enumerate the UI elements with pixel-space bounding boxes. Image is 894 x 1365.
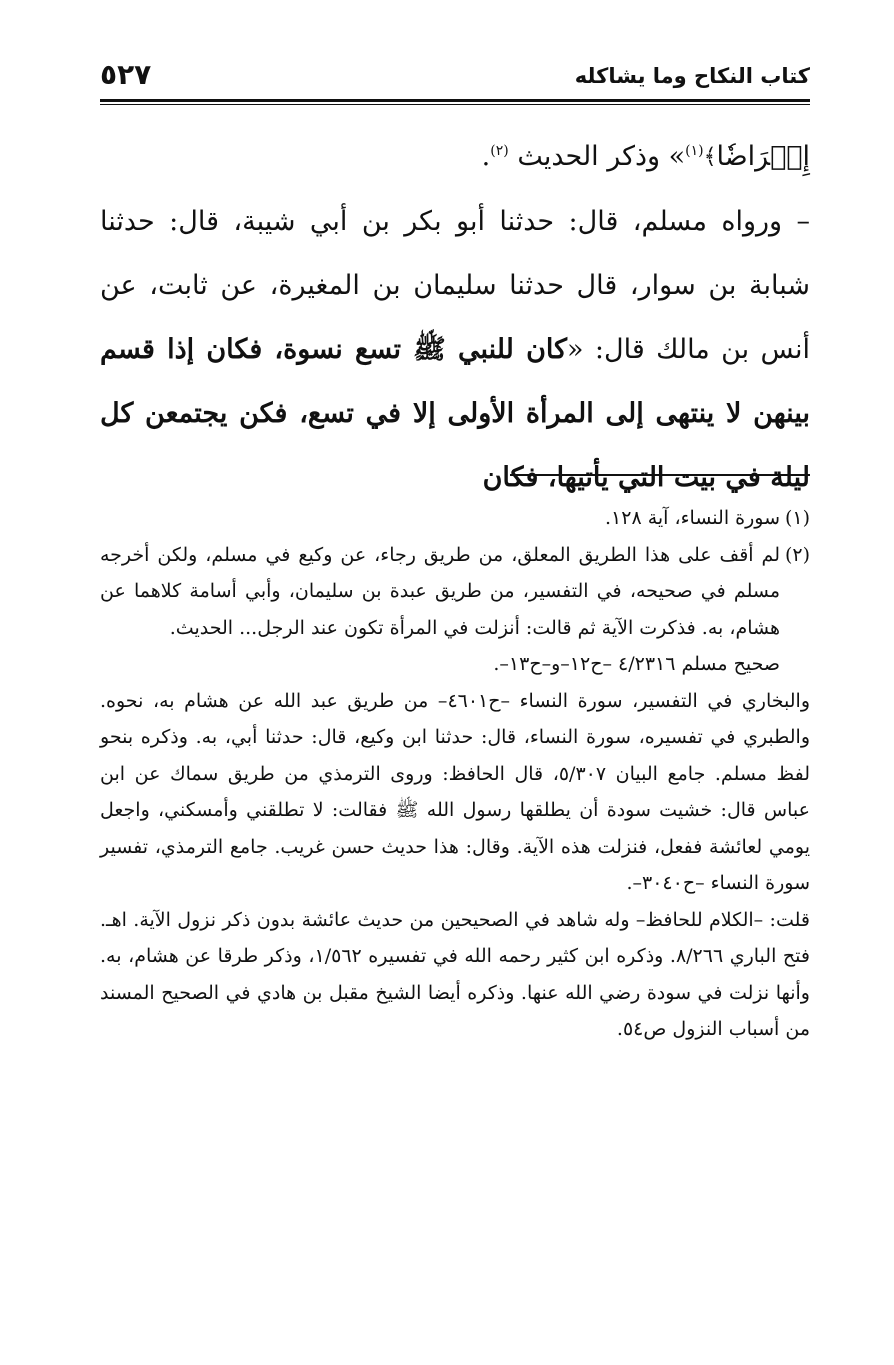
footnote-number: (٢) — [784, 543, 810, 566]
hadith-matn: كان للنبي ﷺ تسع نسوة، فكان إذا قسم بينهن لا ينتهى إلى المرأة الأولى إلا في تسع، فكن يجتمعن كل ليلة في بيت التي يأتيها، فكان — [100, 333, 810, 493]
page-number: ٥٢٧ — [100, 58, 152, 91]
footnote-2 — [100, 537, 810, 683]
footnote-1 — [100, 500, 810, 537]
paragraph-hadith — [100, 190, 810, 510]
header-rule-thin — [100, 104, 810, 105]
paragraph-end: . — [481, 141, 491, 172]
footnote-paragraph: والبخاري في التفسير، سورة النساء –ح٤٦٠١– من طريق عبد الله عن هشام به، نحوه. والطبري في تفسيره، سورة النساء، قال: حدثنا ابن وكيع، قال: حدثنا أبي، به. وذكره بنحو لفظ مسلم. جامع البيان ٥/٣٠٧، قال الحافظ: وروى الترمذي من طريق سماك عن ابن عباس قال: خشيت سودة أن يطلقها رسول الله ﷺ فقالت: لا تطلقني وأمسكني، واجعل يومي لعائشة ففعل، فنزلت هذه الآية. وقال: هذا حديث حسن غريب. جامع الترمذي، تفسير سورة النساء –ح٣٠٤٠–. — [100, 689, 810, 894]
footnote-text: لم أقف على هذا الطريق المعلق، من طريق رجاء، عن وكيع في مسلم، ولكن أخرجه مسلم في صحيحه، في التفسير، من طريق عبدة بن سليمان، وأبي أسامة كلاهما عن هشام، به. فذكرت الآية ثم قالت: أنزلت في المرأة تكون عند الرجل... الحديث. — [100, 543, 780, 639]
footnote-citation: صحيح مسلم ٤/٢٣١٦ –ح١٢–و–ح١٣–. — [493, 653, 780, 675]
footnotes — [100, 500, 810, 1048]
main-text — [100, 125, 810, 510]
page-header — [100, 58, 810, 98]
footnote-body — [100, 537, 780, 683]
footnote-paragraph: قلت: –الكلام للحافظ– وله شاهد في الصحيحين من حديث عائشة بدون ذكر نزول الآية. اهـ. فتح الباري ٨/٢٦٦. وذكره ابن كثير رحمه الله في تفسيره ١/٥٦٢، وذكر طرقا عن هشام، به. وأنها نزلت في سودة رضي الله عنها. وذكره أيضا الشيخ مقبل بن هادي في الصحيح المسند من أسباب النزول ص٥٤. — [100, 908, 810, 1040]
footnote-text: سورة النساء، آية ١٢٨. — [604, 507, 780, 529]
header-rule — [100, 99, 810, 102]
footnote-number: (١) — [784, 507, 810, 529]
paragraph-text: » وذكر الحديث — [517, 141, 686, 172]
quran-word: إِعۡرَاضٗا — [716, 141, 810, 172]
quran-close-bracket: ﴾ — [703, 144, 717, 170]
chapter-title: كتاب النكاح وما يشاكله — [574, 64, 810, 88]
paragraph-quran-end — [100, 125, 810, 190]
footnote-ref-1: (١) — [685, 143, 704, 159]
footnote-separator — [510, 474, 810, 476]
footnote-ref-2: (٢) — [490, 143, 509, 159]
hadith-isnad: – ورواه مسلم، قال: حدثنا أبو بكر بن أبي شيبة، قال: حدثنا شبابة بن سوار، قال حدثنا سليمان بن المغيرة، عن ثابت، عن أنس بن مالك قال: « — [100, 205, 810, 365]
